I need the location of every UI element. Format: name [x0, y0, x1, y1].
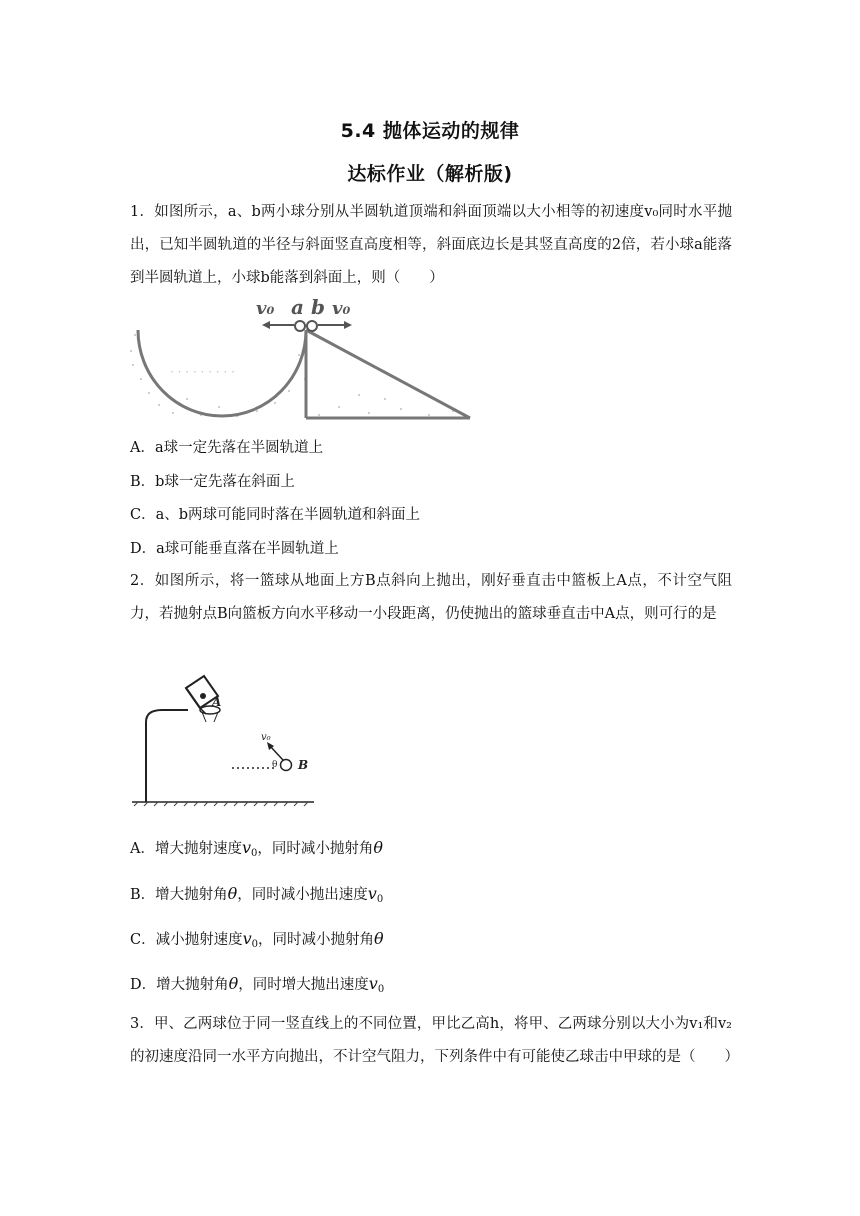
label-a: a: [291, 295, 304, 319]
label-b: b: [311, 295, 325, 319]
question-2-figure: [128, 670, 318, 810]
question-1-text: 1．如图所示，a、b两小球分别从半圆轨道顶端和斜面顶端以大小相等的初速度v₀同时水平抛出，已知半圆轨道的半径与斜面竖直高度相等，斜面底边长是其竖直高度的2倍，若小球a能落到半圆轨道上，小球b能落到斜面上，则（ ）: [130, 204, 732, 286]
label-v0: v₀: [261, 732, 271, 743]
page-subtitle: 达标作业（解析版): [347, 163, 513, 185]
label-A: A: [212, 695, 222, 709]
q1-option-b: B．b球一定先落在斜面上: [130, 474, 295, 490]
svg-text:· · · · · · · · ·: · · · · · · · · ·: [170, 365, 235, 379]
q1-option-d: D．a球可能垂直落在半圆轨道上: [130, 541, 339, 557]
q2-option-b: B．增大抛射角θ，同时减小抛出速度$v_0$: [130, 884, 384, 905]
q2-option-d: D．增大抛射角θ，同时增大抛出速度$v_0$: [130, 974, 385, 995]
label-B: B: [298, 758, 309, 772]
page-title: 5.4 抛体运动的规律: [340, 120, 520, 142]
q1-option-a: A．a球一定先落在半圆轨道上: [130, 440, 324, 456]
question-1-figure: [128, 294, 474, 426]
label-v0-right: v₀: [332, 298, 351, 319]
q2-option-a: A．增大抛射速度$v_0$，同时减小抛射角θ: [130, 838, 384, 859]
question-2-text: 2．如图所示，将一篮球从地面上方B点斜向上抛出，刚好垂直击中篮板上A点，不计空气阻力，若抛射点B向篮板方向水平移动一小段距离，仍使抛出的篮球垂直击中A点，则可行的是: [130, 573, 732, 622]
label-v0-left: v₀: [256, 298, 275, 319]
q2-option-c: C．减小抛射速度$v_0$，同时减小抛射角θ: [130, 929, 384, 950]
question-3-text: 3．甲、乙两球位于同一竖直线上的不同位置，甲比乙高h，将甲、乙两球分别以大小为v₁和v₂的初速度沿同一水平方向抛出，不计空气阻力，下列条件中有可能使乙球击中甲球的是（ ）: [130, 1016, 739, 1065]
q1-option-c: C．a、b两球可能同时落在半圆轨道和斜面上: [130, 507, 421, 523]
label-theta: θ: [272, 760, 278, 770]
